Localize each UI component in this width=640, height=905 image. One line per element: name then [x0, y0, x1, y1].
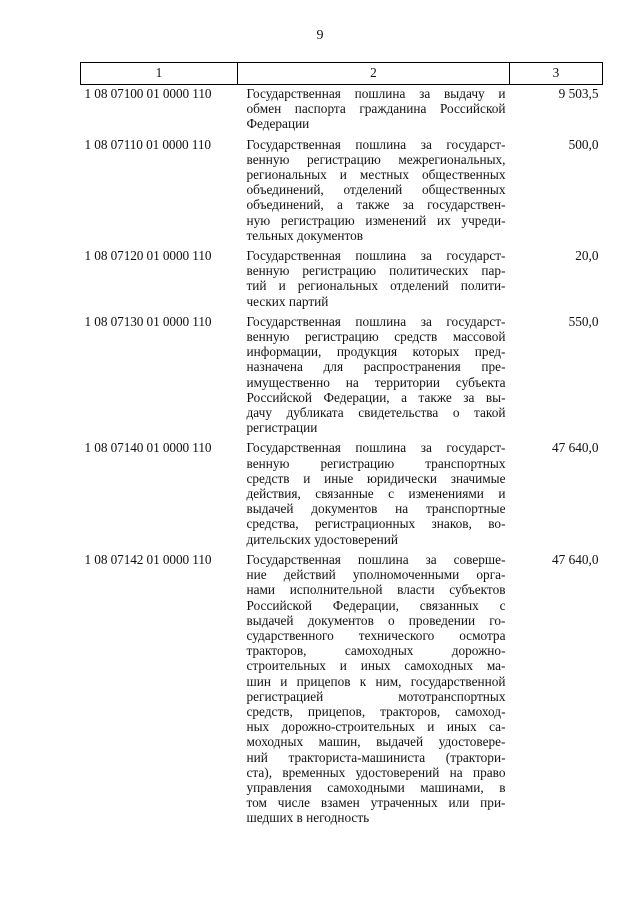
- revenue-name-line: венную регистрацию средств массовой: [246, 329, 506, 345]
- revenue-name-line: региональных и местных общественных: [246, 167, 506, 183]
- revenue-amount: 9 503,5: [558, 86, 599, 101]
- revenue-name-line: Федерации: [246, 116, 310, 132]
- revenue-name-line: Государственная пошлина за выдачу и: [246, 86, 506, 101]
- page-number: 9: [316, 28, 324, 43]
- revenue-name-line: средств и иные юридически значимые: [246, 470, 506, 486]
- table-body: [81, 85, 603, 830]
- revenue-name-line: обмен паспорта гражданина Российской: [246, 101, 506, 117]
- header-row: [81, 63, 603, 85]
- revenue-name-line: тракторов, самоходных дорожно-: [246, 643, 506, 659]
- revenue-name-line: средства, регистрационных знаков, во-: [246, 516, 506, 532]
- table-row: [81, 247, 603, 313]
- column-header-name: 2: [238, 63, 510, 85]
- revenue-name-line: Государственная пошлина за соверше-: [246, 551, 506, 567]
- revenue-name-line: ние действий уполномоченными орга-: [246, 567, 506, 583]
- revenue-name-line: ную регистрацию изменений их учреди-: [246, 212, 506, 228]
- revenue-name-line: Российской Федерации, а также за вы-: [246, 389, 506, 405]
- revenue-name-line: нами исполнительной власти субъектов: [246, 582, 506, 598]
- revenue-amount: 47 640,0: [551, 440, 599, 456]
- revenue-name-line: выдачей документов о проведении го-: [246, 612, 506, 628]
- revenue-name-line: действия, связанные с изменениями и: [246, 486, 506, 502]
- revenue-name-line: Российской Федерации, связанных с: [246, 597, 506, 613]
- revenue-amount: 20,0: [575, 248, 599, 264]
- revenue-code: 1 08 07110 01 0000 110: [84, 136, 211, 152]
- revenue-name-line: дительских удостоверений: [246, 531, 398, 547]
- revenue-name-line: ческих партий: [246, 293, 329, 309]
- revenue-name-line: регистрацией мототранспортных: [246, 688, 506, 704]
- revenue-amount: 550,0: [568, 313, 599, 329]
- revenue-name-line: ных дорожно-строительных и иных са-: [246, 719, 506, 735]
- revenue-name-line: шин и прицепов к ним, государственной: [246, 673, 506, 689]
- revenue-name-line: выдачей документов на транспортные: [246, 501, 506, 517]
- revenue-name: [238, 313, 510, 440]
- table-row: [81, 136, 603, 247]
- revenue-name-line: ний тракториста-машиниста (трактори-: [246, 749, 506, 765]
- revenue-name-line: Государственная пошлина за государст-: [246, 440, 506, 456]
- revenue-code: 1 08 07140 01 0000 110: [84, 440, 212, 456]
- revenue-code: 1 08 07100 01 0000 110: [84, 86, 212, 101]
- table-row: [81, 85, 603, 136]
- table-row: [81, 313, 603, 440]
- revenue-name-line: сударственного технического осмотра: [246, 627, 506, 643]
- revenue-name: [238, 551, 510, 830]
- revenue-name-line: том числе взамен утраченных или при-: [246, 795, 506, 811]
- revenue-name: [238, 136, 510, 247]
- revenue-name-line: объединений, а также за государствен-: [246, 197, 506, 213]
- revenue-code: 1 08 07120 01 0000 110: [84, 248, 212, 264]
- revenue-name-line: моходных машин, выдачей удостовере-: [246, 734, 506, 750]
- revenue-name-line: Государственная пошлина за государст-: [246, 313, 506, 329]
- revenue-name-line: строительных и иных самоходных ма-: [246, 658, 506, 674]
- revenue-name-line: ста), временных удостоверений на право: [246, 764, 506, 780]
- budget-revenue-table: [80, 62, 603, 830]
- revenue-name-line: Государственная пошлина за государст-: [246, 248, 506, 264]
- revenue-name-line: Государственная пошлина за государст-: [246, 136, 506, 152]
- revenue-name: [238, 247, 510, 313]
- revenue-name-line: информации, продукция которых пред-: [246, 344, 506, 360]
- table-row: [81, 439, 603, 550]
- revenue-code: 1 08 07142 01 0000 110: [84, 551, 212, 567]
- revenue-name-line: назначена для распространения пре-: [246, 359, 506, 375]
- revenue-code: 1 08 07130 01 0000 110: [84, 313, 212, 329]
- column-header-amount: 3: [510, 63, 603, 85]
- revenue-name-line: объединений, отделений общественных: [246, 182, 506, 198]
- revenue-name-line: венную регистрацию транспортных: [246, 455, 506, 471]
- revenue-name-line: средств, прицепов, тракторов, самоход-: [246, 703, 506, 719]
- revenue-amount: 500,0: [568, 136, 599, 152]
- revenue-name-line: шедших в негодность: [246, 810, 370, 826]
- revenue-name: [238, 439, 510, 550]
- revenue-name-line: венную регистрацию межрегиональных,: [246, 151, 506, 167]
- revenue-name-line: управления самоходными машинами, в: [246, 779, 506, 795]
- table-row: [81, 551, 603, 830]
- revenue-name-line: венную регистрацию политических пар-: [246, 263, 506, 279]
- column-header-code: 1: [81, 63, 238, 85]
- revenue-name: [238, 85, 510, 136]
- revenue-name-line: тий и региональных отделений полити-: [246, 278, 506, 294]
- revenue-name-line: имущественно на территории субъекта: [246, 374, 506, 390]
- revenue-name-line: дачу дубликата свидетельства о такой: [246, 405, 506, 421]
- revenue-amount: 47 640,0: [551, 551, 599, 567]
- revenue-name-line: тельных документов: [246, 227, 364, 243]
- revenue-name-line: регистрации: [246, 420, 318, 436]
